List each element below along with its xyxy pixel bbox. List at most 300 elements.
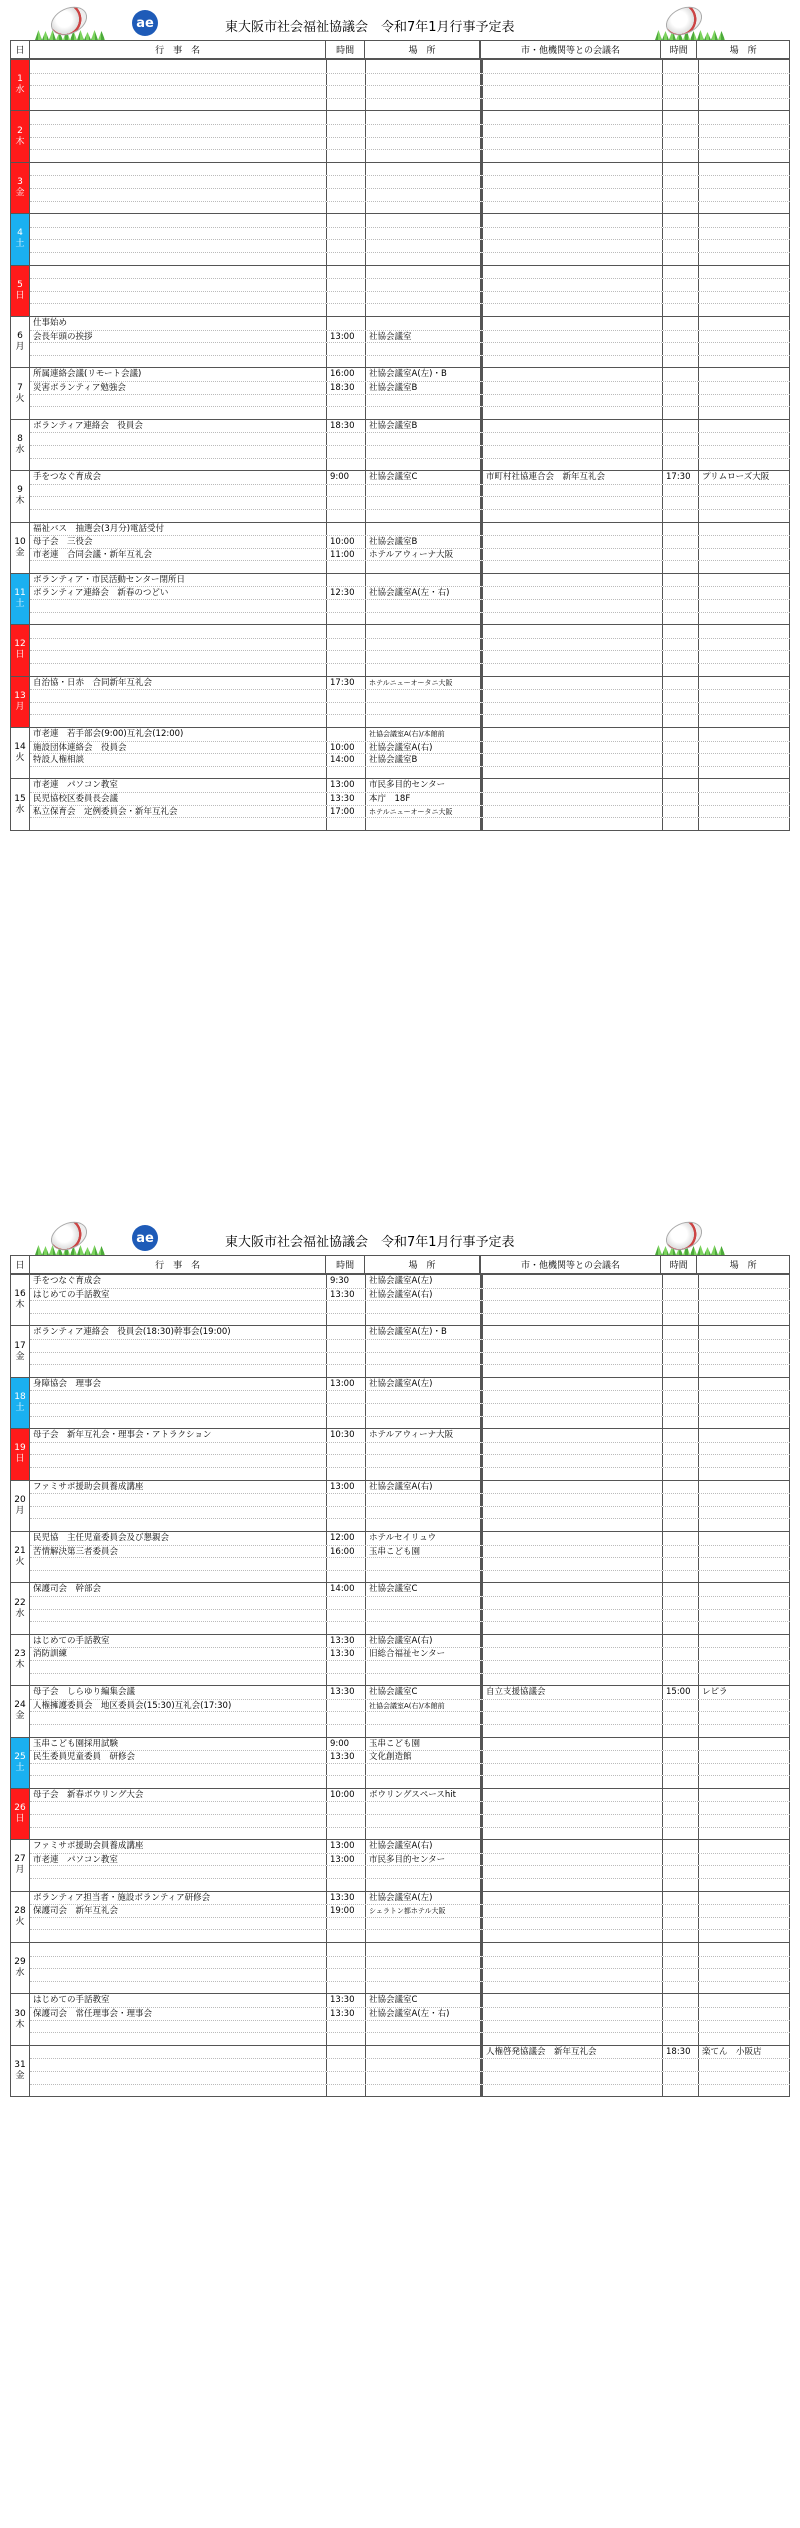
event-name <box>30 214 327 227</box>
table-row <box>30 1738 790 1751</box>
event-place <box>366 767 482 779</box>
event-name: はじめての手話教室 <box>30 1289 327 1301</box>
other-meeting-place <box>699 420 790 433</box>
other-meeting-name <box>482 715 663 727</box>
event-place <box>366 1802 482 1814</box>
day-number: 24 <box>14 1700 26 1711</box>
other-meeting-place <box>699 1957 790 1969</box>
event-place <box>366 639 482 651</box>
other-meeting-name <box>482 343 663 355</box>
table-row <box>30 677 790 690</box>
table-row <box>30 458 790 471</box>
event-time <box>327 561 366 573</box>
table-row <box>30 1981 790 1994</box>
col-time: 時間 <box>326 1256 365 1273</box>
event-time <box>327 1764 366 1776</box>
event-time <box>327 651 366 663</box>
event-name: 市老連 若手部会(9:00)互礼会(12:00) <box>30 728 327 741</box>
day-block <box>11 1377 789 1428</box>
event-name <box>30 2033 327 2045</box>
other-meeting-time <box>663 1828 699 1840</box>
other-meeting-time <box>663 1918 699 1930</box>
event-place <box>366 395 482 407</box>
other-meeting-name <box>482 1519 663 1531</box>
other-meeting-name <box>482 793 663 805</box>
table-row <box>30 1416 790 1429</box>
other-meeting-name <box>482 1840 663 1853</box>
page-title: 東大阪市社会福祉協議会 令和7年1月行事予定表 <box>225 20 515 35</box>
event-place <box>366 150 482 162</box>
other-meeting-time <box>663 163 699 176</box>
other-meeting-time <box>663 664 699 676</box>
table-row <box>30 227 790 240</box>
event-name <box>30 1828 327 1840</box>
col-day: 日 <box>11 41 30 58</box>
event-place <box>366 2033 482 2045</box>
other-meeting-time <box>663 793 699 805</box>
other-meeting-name <box>482 625 663 638</box>
other-meeting-place <box>699 497 790 509</box>
day-block <box>11 1839 789 1890</box>
table-row <box>30 535 790 548</box>
event-time: 10:00 <box>327 536 366 548</box>
event-name <box>30 433 327 445</box>
other-meeting-time <box>663 779 699 792</box>
day-block <box>11 162 789 213</box>
event-time <box>327 1314 366 1326</box>
table-row <box>30 1403 790 1416</box>
event-place <box>366 214 482 227</box>
day-cell <box>11 625 30 675</box>
event-place: 社協会議室B <box>366 382 482 394</box>
event-time: 13:00 <box>327 779 366 792</box>
event-time: 16:00 <box>327 368 366 381</box>
event-place: ボウリングスペースhit <box>366 1789 482 1802</box>
other-meeting-place <box>699 1546 790 1558</box>
day-rows <box>30 2046 790 2096</box>
other-meeting-place <box>699 1365 790 1377</box>
other-meeting-name <box>482 806 663 818</box>
other-meeting-name <box>482 677 663 690</box>
other-meeting-time <box>663 1275 699 1288</box>
other-meeting-name <box>482 523 663 536</box>
other-meeting-time <box>663 304 699 316</box>
event-name <box>30 228 327 240</box>
other-meeting-name <box>482 1275 663 1288</box>
event-name <box>30 715 327 727</box>
other-meeting-name <box>482 1815 663 1827</box>
event-name <box>30 1443 327 1455</box>
other-meeting-name <box>482 1751 663 1763</box>
other-meeting-name <box>482 1802 663 1814</box>
other-meeting-place <box>699 677 790 690</box>
header-row <box>10 40 790 59</box>
event-time: 12:30 <box>327 587 366 599</box>
event-place: 市民多目的センター <box>366 779 482 792</box>
event-name: 市老連 合同会議・新年互礼会 <box>30 549 327 561</box>
event-name: 福祉バス 抽選会(3月分)電話受付 <box>30 523 327 536</box>
event-name <box>30 111 327 124</box>
event-time <box>327 459 366 471</box>
other-meeting-time <box>663 767 699 779</box>
event-time <box>327 1391 366 1403</box>
event-place <box>366 279 482 291</box>
event-place: 社協会議室A(左・右) <box>366 587 482 599</box>
other-meeting-place <box>699 1289 790 1301</box>
day-rows <box>30 779 790 829</box>
event-time <box>327 1930 366 1942</box>
event-time: 9:00 <box>327 1738 366 1751</box>
day-block <box>11 213 789 264</box>
event-name <box>30 1943 327 1956</box>
event-time <box>327 767 366 779</box>
other-meeting-time <box>663 1969 699 1981</box>
day-rows <box>30 1583 790 1633</box>
other-meeting-name: 自立支援協議会 <box>482 1686 663 1699</box>
other-meeting-place <box>699 189 790 201</box>
table-row <box>30 330 790 343</box>
col-other-time: 時間 <box>661 1256 697 1273</box>
other-meeting-name <box>482 1443 663 1455</box>
other-meeting-name <box>482 74 663 86</box>
other-meeting-name <box>482 1994 663 2007</box>
day-number: 22 <box>14 1597 26 1608</box>
day-block <box>11 470 789 521</box>
other-meeting-place <box>699 1481 790 1494</box>
event-place: ホテルニューオータニ大阪 <box>366 677 482 690</box>
other-meeting-place <box>699 266 790 279</box>
event-place <box>366 1764 482 1776</box>
event-time: 19:00 <box>327 1905 366 1917</box>
event-name <box>30 1391 327 1403</box>
other-meeting-name <box>482 1930 663 1942</box>
other-meeting-place <box>699 806 790 818</box>
event-time <box>327 1661 366 1673</box>
event-name: 市老連 パソコン教室 <box>30 779 327 792</box>
header-row <box>10 1255 790 1274</box>
event-name <box>30 497 327 509</box>
table-row <box>30 394 790 407</box>
event-time <box>327 1828 366 1840</box>
event-name: ボランティア担当者・施設ボランティア研修会 <box>30 1892 327 1905</box>
event-name: 民児協校区委員長会議 <box>30 793 327 805</box>
other-meeting-time <box>663 715 699 727</box>
event-name <box>30 818 327 830</box>
day-rows <box>30 523 790 573</box>
weekday: 木 <box>15 1659 25 1670</box>
event-name <box>30 561 327 573</box>
other-meeting-name <box>482 1583 663 1596</box>
event-place <box>366 1571 482 1583</box>
event-place: 社協会議室C <box>366 471 482 484</box>
other-meeting-time <box>663 1507 699 1519</box>
event-name <box>30 1982 327 1994</box>
other-meeting-name <box>482 420 663 433</box>
event-name <box>30 613 327 625</box>
other-meeting-time <box>663 639 699 651</box>
event-place <box>366 1340 482 1352</box>
other-meeting-name <box>482 1340 663 1352</box>
event-name <box>30 1764 327 1776</box>
other-meeting-name <box>482 176 663 188</box>
event-time: 13:30 <box>327 1751 366 1763</box>
other-meeting-time <box>663 202 699 214</box>
other-meeting-time <box>663 2008 699 2020</box>
day-rows <box>30 317 790 367</box>
weekday: 金 <box>15 2071 25 2082</box>
other-meeting-place <box>699 304 790 316</box>
table-row <box>30 2032 790 2045</box>
day-rows <box>30 1275 790 1325</box>
col-other-meeting: 市・他機関等との会議名 <box>481 1256 662 1273</box>
event-name <box>30 292 327 304</box>
table-row <box>30 1660 790 1673</box>
event-name: 母子会 三役会 <box>30 536 327 548</box>
other-meeting-time <box>663 1751 699 1763</box>
event-name <box>30 125 327 137</box>
event-name: 手をつなぐ育成会 <box>30 471 327 484</box>
day-rows <box>30 471 790 521</box>
event-name <box>30 1661 327 1673</box>
event-name <box>30 1340 327 1352</box>
other-meeting-place <box>699 343 790 355</box>
table-row <box>30 1840 790 1853</box>
day-rows <box>30 1686 790 1736</box>
table-row <box>30 792 790 805</box>
weekday: 木 <box>15 496 25 507</box>
col-event: 行 事 名 <box>30 41 326 58</box>
weekday: 水 <box>15 1968 25 1979</box>
event-name <box>30 459 327 471</box>
event-place <box>366 253 482 265</box>
day-cell <box>11 1738 30 1788</box>
other-meeting-name <box>482 1455 663 1467</box>
event-place <box>366 1610 482 1622</box>
event-name: 自治協・日赤 合同新年互礼会 <box>30 677 327 690</box>
other-meeting-name <box>482 60 663 73</box>
other-meeting-place <box>699 485 790 497</box>
other-meeting-place <box>699 1905 790 1917</box>
other-meeting-time <box>663 536 699 548</box>
event-time <box>327 407 366 419</box>
other-meeting-place <box>699 651 790 663</box>
day-block <box>11 573 789 624</box>
table-row <box>30 574 790 587</box>
table-row <box>30 239 790 252</box>
event-place <box>366 1712 482 1724</box>
event-time <box>327 240 366 252</box>
event-time <box>327 214 366 227</box>
other-meeting-time <box>663 214 699 227</box>
day-number: 30 <box>14 2008 26 2019</box>
event-name <box>30 485 327 497</box>
day-block <box>11 367 789 418</box>
other-meeting-place <box>699 587 790 599</box>
other-meeting-place <box>699 625 790 638</box>
event-time <box>327 1507 366 1519</box>
event-name <box>30 1507 327 1519</box>
other-meeting-place <box>699 125 790 137</box>
event-place <box>366 600 482 612</box>
other-meeting-time <box>663 1610 699 1622</box>
other-meeting-name <box>482 86 663 98</box>
table-row <box>30 1557 790 1570</box>
other-meeting-name <box>482 1648 663 1660</box>
day-cell <box>11 317 30 367</box>
other-meeting-time <box>663 446 699 458</box>
other-meeting-place <box>699 549 790 561</box>
table-row <box>30 266 790 279</box>
other-meeting-time <box>663 2021 699 2033</box>
other-meeting-place <box>699 1532 790 1545</box>
other-meeting-time <box>663 1597 699 1609</box>
event-name: 所属連絡会議(リモート会議) <box>30 368 327 381</box>
event-name <box>30 639 327 651</box>
event-place <box>366 407 482 419</box>
other-meeting-time <box>663 1994 699 2007</box>
event-name <box>30 1365 327 1377</box>
other-meeting-place <box>699 331 790 343</box>
other-meeting-time <box>663 1930 699 1942</box>
day-number: 3 <box>17 176 23 187</box>
other-meeting-time: 15:00 <box>663 1686 699 1699</box>
weekday: 月 <box>15 701 25 712</box>
other-meeting-place <box>699 767 790 779</box>
event-time <box>327 2021 366 2033</box>
table-row <box>30 1917 790 1930</box>
event-name: 災害ボランティア勉強会 <box>30 382 327 394</box>
table-row <box>30 1609 790 1622</box>
other-meeting-place <box>699 779 790 792</box>
other-meeting-place <box>699 1892 790 1905</box>
event-time <box>327 574 366 587</box>
table-row <box>30 663 790 676</box>
other-meeting-place <box>699 690 790 702</box>
event-name <box>30 2059 327 2071</box>
event-time <box>327 317 366 330</box>
event-place <box>366 715 482 727</box>
day-block <box>11 316 789 367</box>
other-meeting-time <box>663 2072 699 2084</box>
other-meeting-time <box>663 1892 699 1905</box>
other-meeting-time <box>663 1340 699 1352</box>
event-time: 14:00 <box>327 754 366 766</box>
event-time <box>327 1558 366 1570</box>
other-meeting-place <box>699 60 790 73</box>
weekday: 金 <box>15 1351 25 1362</box>
event-time <box>327 228 366 240</box>
event-place: 社協会議室B <box>366 420 482 433</box>
event-name <box>30 189 327 201</box>
other-meeting-time <box>663 690 699 702</box>
weekday: 日 <box>15 290 25 301</box>
day-cell <box>11 1378 30 1428</box>
event-place <box>366 189 482 201</box>
event-place <box>366 125 482 137</box>
other-meeting-name <box>482 292 663 304</box>
table-row <box>30 1313 790 1326</box>
other-meeting-place <box>699 1879 790 1891</box>
other-meeting-time <box>663 1558 699 1570</box>
weekday: 木 <box>15 1300 25 1311</box>
other-meeting-place <box>699 1571 790 1583</box>
table-row <box>30 523 790 536</box>
day-block <box>11 2045 789 2096</box>
other-meeting-name <box>482 1700 663 1712</box>
day-number: 31 <box>14 2060 26 2071</box>
event-time: 13:30 <box>327 1686 366 1699</box>
event-place <box>366 1866 482 1878</box>
event-name <box>30 1353 327 1365</box>
event-place <box>366 343 482 355</box>
other-meeting-name <box>482 1969 663 1981</box>
event-place: 社協会議室C <box>366 1686 482 1699</box>
day-block <box>11 1480 789 1531</box>
event-name <box>30 2046 327 2059</box>
day-number: 21 <box>14 1546 26 1557</box>
other-meeting-name: 市町村社協連合会 新年互礼会 <box>482 471 663 484</box>
day-cell <box>11 1429 30 1479</box>
event-time <box>327 664 366 676</box>
day-number: 7 <box>17 382 23 393</box>
other-meeting-time <box>663 1494 699 1506</box>
day-cell <box>11 111 30 161</box>
day-block <box>11 676 789 727</box>
table-row <box>30 1570 790 1583</box>
other-meeting-place <box>699 1404 790 1416</box>
event-time <box>327 74 366 86</box>
other-meeting-place <box>699 1828 790 1840</box>
other-meeting-place <box>699 2085 790 2097</box>
other-meeting-place <box>699 510 790 522</box>
event-place: 社協会議室A(左)・B <box>366 368 482 381</box>
other-meeting-time: 18:30 <box>663 2046 699 2059</box>
event-place: 玉串こども園 <box>366 1546 482 1558</box>
other-meeting-time <box>663 1802 699 1814</box>
event-time <box>327 728 366 741</box>
other-meeting-place <box>699 407 790 419</box>
other-meeting-place <box>699 1789 790 1802</box>
page-header <box>0 0 800 40</box>
other-meeting-place <box>699 356 790 368</box>
event-place <box>366 1725 482 1737</box>
event-place <box>366 138 482 150</box>
other-meeting-time <box>663 343 699 355</box>
other-meeting-name <box>482 1828 663 1840</box>
other-meeting-place <box>699 433 790 445</box>
day-number: 26 <box>14 1803 26 1814</box>
other-meeting-time <box>663 677 699 690</box>
event-time <box>327 497 366 509</box>
event-time <box>327 60 366 73</box>
day-cell <box>11 420 30 470</box>
other-meeting-place <box>699 446 790 458</box>
other-meeting-name <box>482 1326 663 1339</box>
other-meeting-name <box>482 382 663 394</box>
event-place <box>366 1815 482 1827</box>
schedule-page-2 <box>0 1215 800 2528</box>
event-name <box>30 1417 327 1429</box>
table-row <box>30 175 790 188</box>
table-row <box>30 560 790 573</box>
event-name: ファミサポ援助会員養成講座 <box>30 1481 327 1494</box>
table-row <box>30 1518 790 1531</box>
event-name <box>30 1802 327 1814</box>
table-row <box>30 484 790 497</box>
event-name <box>30 1455 327 1467</box>
other-meeting-place <box>699 600 790 612</box>
other-meeting-place <box>699 228 790 240</box>
